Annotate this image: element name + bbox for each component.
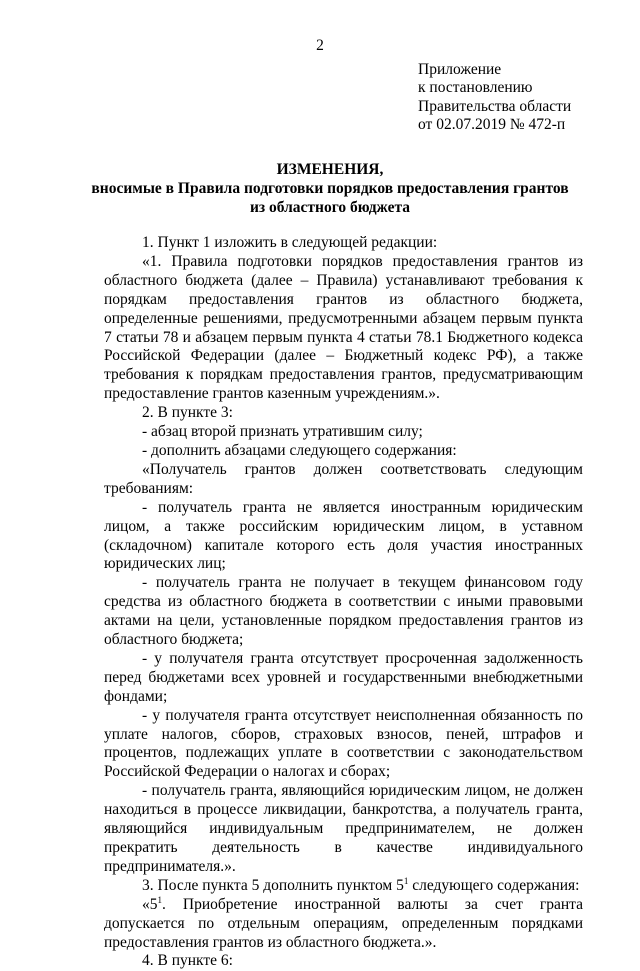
paragraph: 4. В пункте 6: bbox=[142, 952, 233, 970]
page-number: 2 bbox=[316, 37, 324, 54]
paragraph: - дополнить абзацами следующего содержания: bbox=[142, 441, 457, 459]
appendix-block bbox=[418, 61, 628, 134]
appendix-line: Приложение bbox=[418, 61, 502, 78]
superscript: 1 bbox=[403, 875, 409, 886]
heading-title: ИЗМЕНЕНИЯ, bbox=[276, 161, 384, 178]
paragraph: «1. Правила подготовки порядков предоставления грантов из областного бюджета (далее – Правила) устанавливают требования к порядкам предоставления грантов из областного бюджета, определенные решениями, предусмотренными абзацем первым пункта 7 статьи 78 и абзацем первым пункта 4 статьи 78.1 Бюджетного кодекса Российской Федерации (далее – Бюджетный кодекс РФ), а также требования к порядкам предоставления грантов, предусматривающим предоставление грантов казенным учреждениям.». bbox=[104, 252, 583, 403]
paragraph: - получатель гранта не является иностранным юридическим лицом, а также российским юридическим лицом, в уставном (складочном) капитале которого есть доля участия иностранных юридических лиц; bbox=[104, 498, 583, 573]
paragraph: - получатель гранта, являющийся юридическим лицом, не должен находиться в процессе ликвидации, банкротства, а получатель гранта, являющийся индивидуальным предпринимателем, не должен прекратить деятельность в качестве индивидуального предпринимателя.». bbox=[104, 782, 583, 875]
appendix-line: к постановлению bbox=[418, 79, 533, 97]
paragraph: - у получателя гранта отсутствует неисполненная обязанность по уплате налогов, сборов, страховых взносов, пеней, штрафов и процентов, подлежащих уплате в соответствии с законодательством Российской Федерации о налогах и сборах; bbox=[104, 706, 583, 781]
appendix-line: Правительства области bbox=[418, 97, 572, 115]
paragraph bbox=[104, 877, 583, 896]
document-heading bbox=[60, 160, 600, 217]
paragraph: - абзац второй признать утратившим силу; bbox=[142, 423, 423, 441]
paragraph-text: . Приобретение иностранной валюты за счет гранта допускается по отдельным операциям, определенным порядками предоставления грантов из областного бюджета.». bbox=[104, 895, 583, 951]
paragraph-text: 3. После пункта 5 дополнить пунктом 5 bbox=[142, 876, 404, 894]
document-body bbox=[104, 234, 583, 971]
appendix-line: от 02.07.2019 № 472-п bbox=[418, 115, 566, 133]
paragraph: - получатель гранта не получает в текущем финансовом году средства из областного бюджета в соответствии с иными правовыми актами на цели, установленные порядком предоставления грантов из областного бюджета; bbox=[104, 574, 583, 649]
paragraph bbox=[104, 896, 583, 953]
paragraph-text: следующего содержания: bbox=[408, 876, 580, 894]
paragraph: - у получателя гранта отсутствует просроченная задолженность перед бюджетами всех уровней и государственными внебюджетными фондами; bbox=[104, 649, 583, 705]
paragraph-text: «5 bbox=[142, 895, 158, 913]
paragraph: 1. Пункт 1 изложить в следующей редакции: bbox=[142, 234, 438, 251]
paragraph: 2. В пункте 3: bbox=[142, 404, 233, 422]
heading-subtitle-line: вносимые в Правила подготовки порядков предоставления грантов bbox=[91, 180, 569, 197]
paragraph: «Получатель грантов должен соответствовать следующим требованиям: bbox=[104, 460, 583, 497]
superscript: 1 bbox=[157, 894, 162, 905]
heading-subtitle-line: из областного бюджета bbox=[249, 199, 411, 216]
